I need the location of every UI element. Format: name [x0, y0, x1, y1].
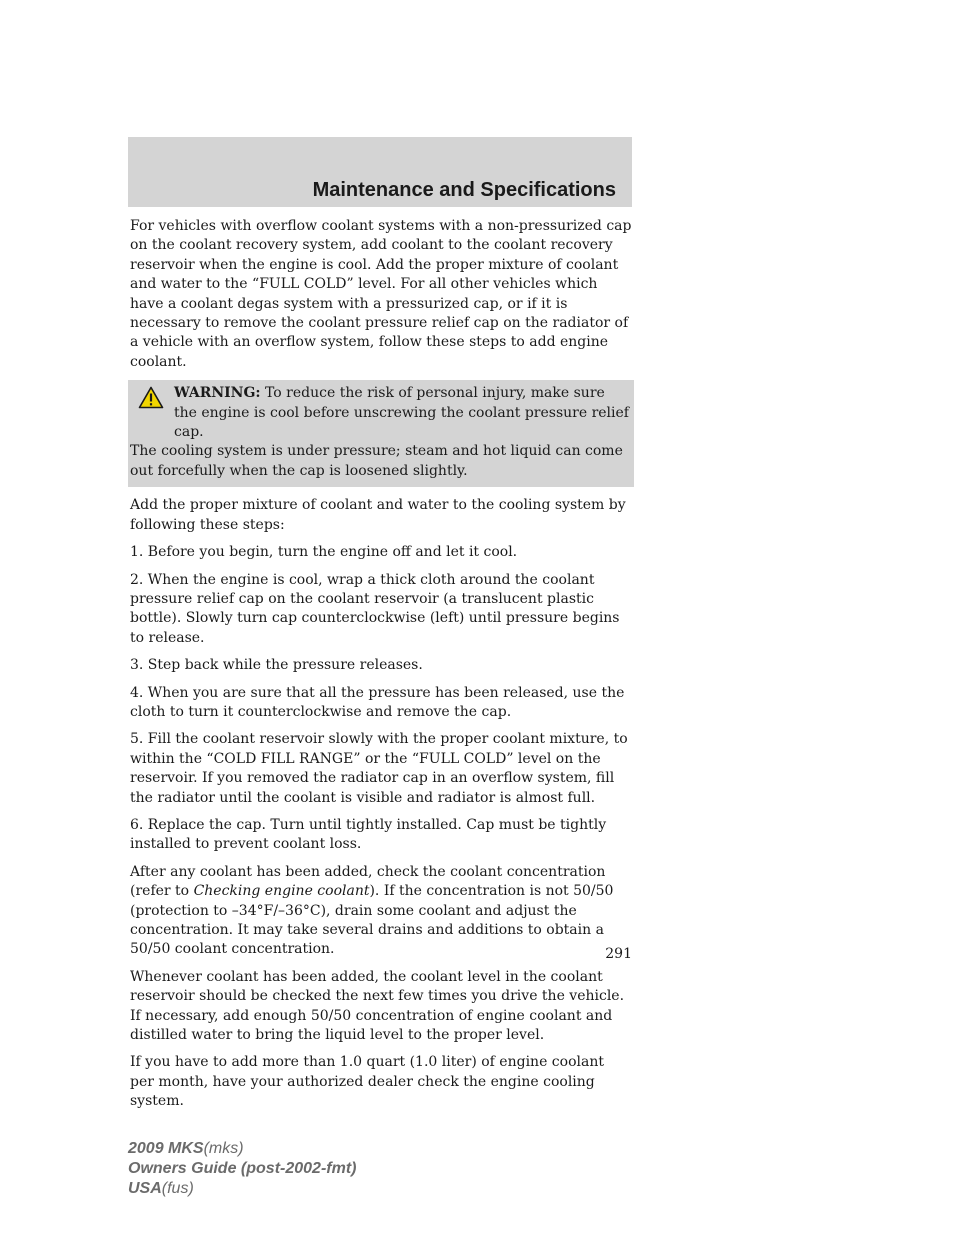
- footer-guide: Owners Guide (post-2002-fmt): [128, 1160, 357, 1177]
- step-2: 2. When the engine is cool, wrap a thick cloth around the coolant pressure relief cap on the coolant reservoir (a translucent plastic bottle). Slowly turn cap counterclockwise (left) until pressure begins to release.: [130, 571, 620, 646]
- page-content: [130, 217, 632, 1120]
- footer-line-1: [128, 1139, 356, 1159]
- warning-box: [128, 380, 634, 487]
- warning-text-continued: The cooling system is under pressure; steam and hot liquid can come out forcefully when the cap is loosened slightly.: [130, 443, 623, 479]
- section-title: Maintenance and Specifications: [312, 179, 616, 201]
- concentration-text-start: After any coolant has been added, check the coolant concentration (refer to: [130, 863, 606, 900]
- more-than-paragraph: If you have to add more than 1.0 quart (1.0 liter) of engine coolant per month, have your authorized dealer check the engine cooling system.: [130, 1054, 604, 1110]
- warning-label: WARNING:: [174, 385, 261, 402]
- step-6: 6. Replace the cap. Turn until tightly installed. Cap must be tightly installed to prevent coolant loss.: [130, 816, 607, 853]
- footer-market: USA: [128, 1180, 162, 1197]
- footer-line-3: [128, 1179, 356, 1199]
- footer-model-code: (mks): [203, 1140, 244, 1157]
- whenever-paragraph: Whenever coolant has been added, the coolant level in the coolant reservoir should be checked the next few times you drive the vehicle. If necessary, add enough 50/50 concentration of engine coolant and distilled water to bring the liquid level to the proper level.: [130, 968, 625, 1044]
- page-number: 291: [605, 946, 632, 962]
- concentration-text-end: ). If the concentration is not 50/50 (protection to –34°F/–36°C), drain some coolant and adjust the concentration. It may take several drains and additions to obtain a 50/50 coolant concentration.: [130, 883, 614, 958]
- step-4: 4. When you are sure that all the pressure has been released, use the cloth to turn it counterclockwise and remove the cap.: [130, 684, 625, 720]
- concentration-paragraph: [130, 863, 632, 960]
- intro-paragraph: For vehicles with overflow coolant systems with a non-pressurized cap on the coolant recovery system, add coolant to the coolant recovery reservoir when the engine is cool. Add the proper mixture of coolant and water to the “FULL COLD” level. For all other vehicles which have a coolant degas system with a pressurized cap, or if it is necessary to remove the coolant pressure relief cap on the radiator of a vehicle with an overflow system, follow these steps to add engine coolant.: [130, 218, 632, 370]
- warning-triangle-icon: [138, 386, 164, 409]
- document-footer: [128, 1139, 356, 1199]
- footer-model: 2009 MKS: [128, 1140, 204, 1157]
- steps-intro: Add the proper mixture of coolant and water to the cooling system by following these steps:: [130, 497, 626, 533]
- section-header: [128, 137, 632, 207]
- cross-reference: Checking engine coolant: [193, 883, 370, 900]
- warning-text: To reduce the risk of personal injury, make sure the engine is cool before unscrewing the coolant pressure relief cap.: [174, 385, 629, 441]
- step-3: 3. Step back while the pressure releases.: [130, 657, 423, 674]
- step-5: 5. Fill the coolant reservoir slowly with the proper coolant mixture, to within the “COLD FILL RANGE” or the “FULL COLD” level on the reservoir. If you removed the radiator cap in an overflow system, fill the radiator until the coolant is visible and radiator is almost full.: [130, 731, 628, 806]
- step-1: 1. Before you begin, turn the engine off and let it cool.: [130, 544, 518, 561]
- footer-market-code: (fus): [161, 1180, 194, 1197]
